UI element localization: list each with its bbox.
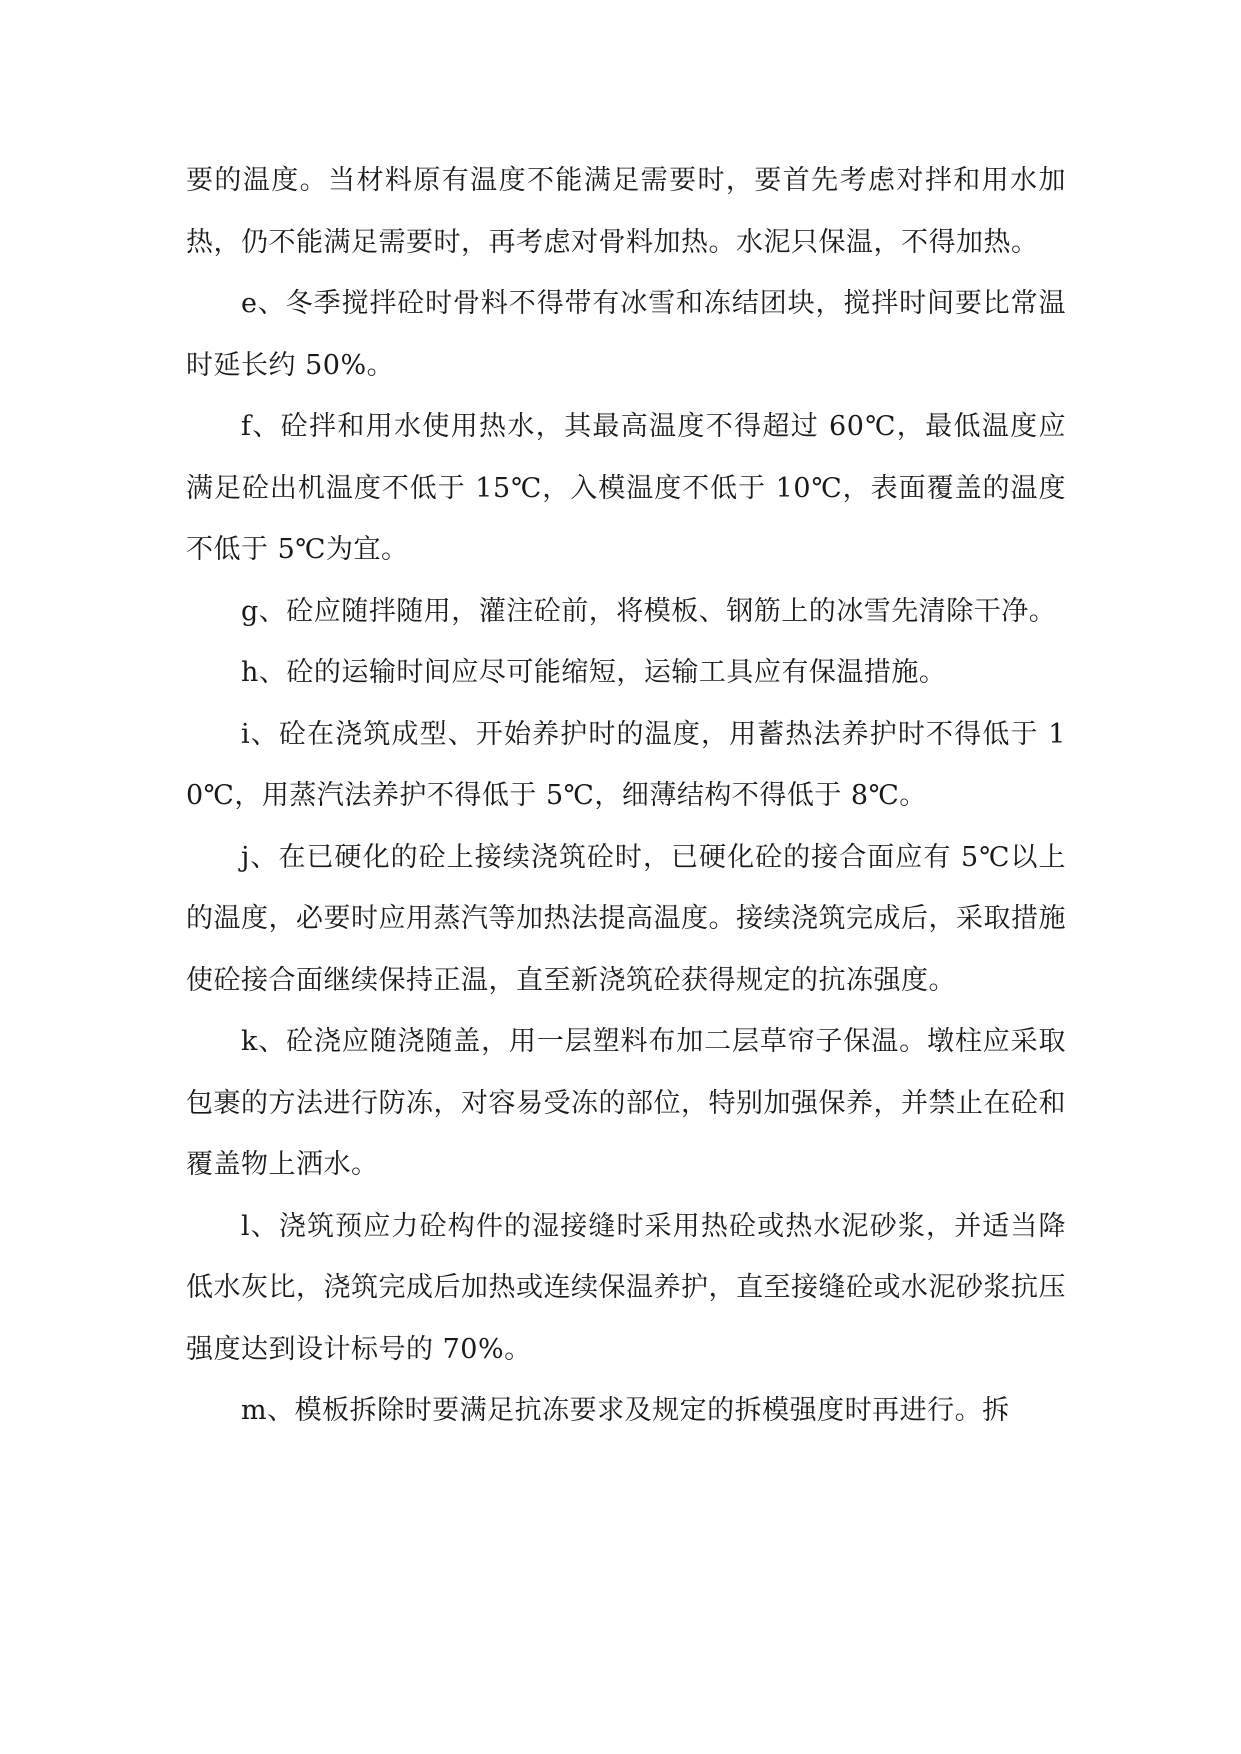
- paragraph-item-h: h、砼的运输时间应尽可能缩短，运输工具应有保温措施。: [241, 657, 947, 688]
- paragraph-item-j: j、在已硬化的砼上接续浇筑砼时，已硬化砼的接合面应有 5℃以上的温度，必要时应用蒸汽等加热法提高温度。接续浇筑完成后，采取措施使砼接合面继续保持正温，直至新浇筑砼获得规定的抗冻强度。: [186, 841, 1066, 996]
- document-page: [186, 150, 1066, 1442]
- paragraph-item-f: f、砼拌和用水使用热水，其最高温度不得超过 60℃，最低温度应满足砼出机温度不低于 15℃，入模温度不低于 10℃，表面覆盖的温度不低于 5℃为宜。: [186, 411, 1066, 565]
- paragraph-continuation: 要的温度。当材料原有温度不能满足需要时，要首先考虑对拌和用水加热，仍不能满足需要时，再考虑对骨料加热。水泥只保温，不得加热。: [186, 165, 1066, 258]
- paragraph-item-l: l、浇筑预应力砼构件的湿接缝时采用热砼或热水泥砂浆，并适当降低水灰比，浇筑完成后加热或连续保温养护，直至接缝砼或水泥砂浆抗压强度达到设计标号的 70%。: [186, 1210, 1066, 1365]
- paragraph-item-e: e、冬季搅拌砼时骨料不得带有冰雪和冻结团块，搅拌时间要比常温时延长约 50%。: [186, 288, 1066, 381]
- paragraph-item-i: i、砼在浇筑成型、开始养护时的温度，用蓄热法养护时不得低于 10℃，用蒸汽法养护不得低于 5℃，细薄结构不得低于 8℃。: [186, 718, 1066, 811]
- paragraph-item-k: k、砼浇应随浇随盖，用一层塑料布加二层草帘子保温。墩柱应采取包裹的方法进行防冻，对容易受冻的部位，特别加强保养，并禁止在砼和覆盖物上洒水。: [186, 1026, 1066, 1180]
- paragraph-item-g: g、砼应随拌随用，灌注砼前，将模板、钢筋上的冰雪先清除干净。: [241, 595, 1057, 627]
- paragraph-item-m: m、模板拆除时要满足抗冻要求及规定的拆模强度时再进行。拆: [241, 1395, 1010, 1426]
